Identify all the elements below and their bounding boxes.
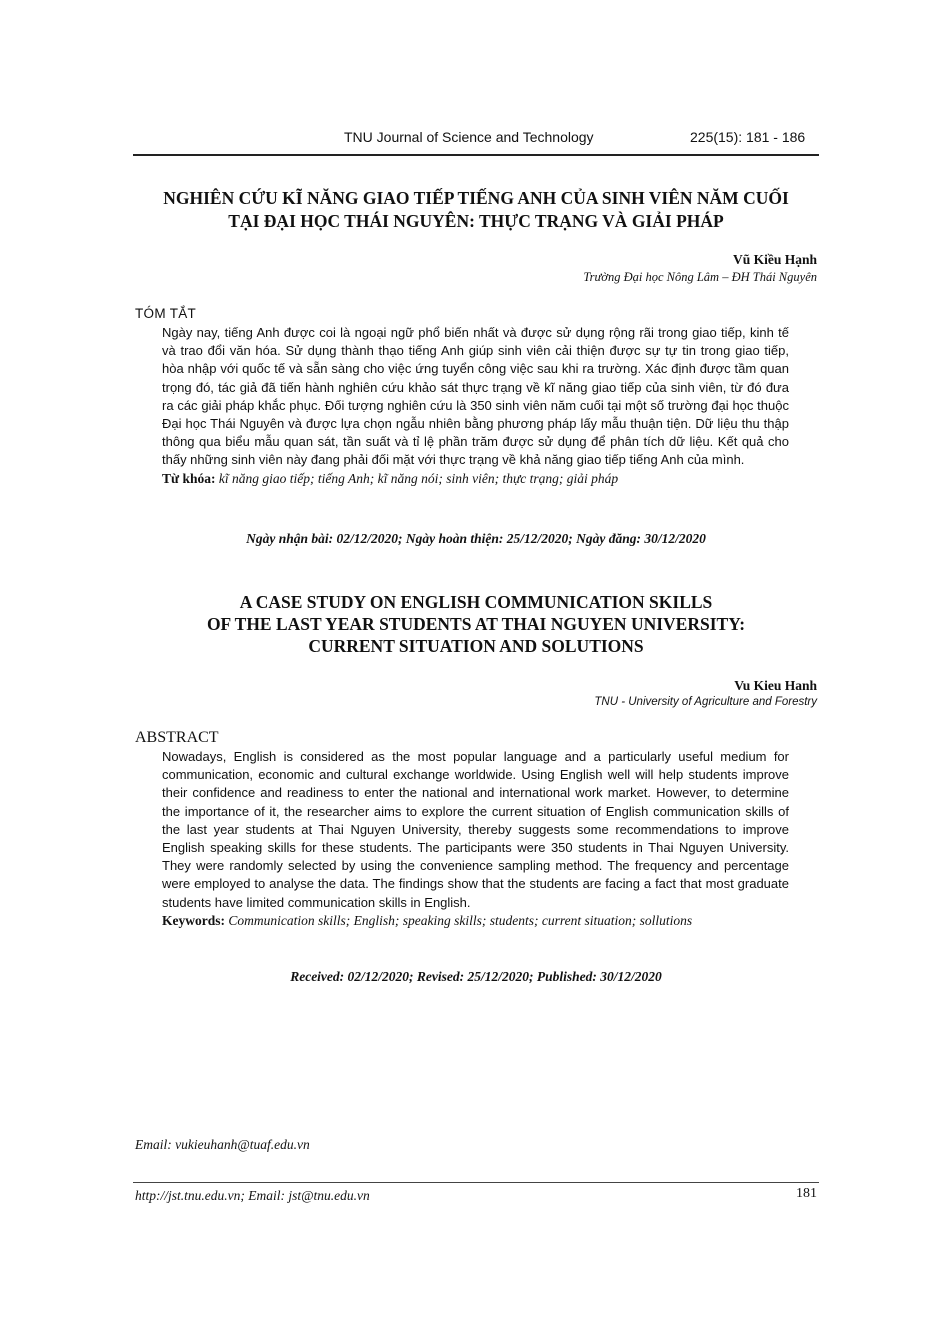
abstract-text-en: Nowadays, English is considered as the most popular language and a particularly useful medium for communication, economic and cultural exchange worldwide. Using English well will help students improve their confidence and readiness to enter the national and international work market. However, to determine the importance of it, the researcher aims to explore the current situation of English communication skills of the last year students at Thai Nguyen University, thereby suggests some recommendations to improve English speaking skills for these students. The participants were 350 students in Thai Nguyen University. They were randomly selected by using the convenience sampling method. The frequency and percentage were employed to analyse the data. The findings show that the students are facing a fact that most graduate students have limited communication skills in English. xyxy=(162,749,789,910)
abstract-heading-vi: TÓM TẮT xyxy=(135,306,197,321)
page-number: 181 xyxy=(796,1186,817,1201)
title-en-line: OF THE LAST YEAR STUDENTS AT THAI NGUYEN UNIVERSITY: xyxy=(206,614,746,634)
journal-name: TNU Journal of Science and Technology xyxy=(344,129,594,145)
title-en-line: CURRENT SITUATION AND SOLUTIONS xyxy=(308,636,644,656)
abstract-vi xyxy=(162,324,789,488)
footer-links: http://jst.tnu.edu.vn; Email: jst@tnu.edu.vn xyxy=(135,1188,370,1203)
keywords-label-vi: Từ khóa: xyxy=(162,470,216,486)
abstract-en xyxy=(162,748,789,930)
author-email: Email: vukieuhanh@tuaf.edu.vn xyxy=(135,1137,310,1152)
title-vi-line: NGHIÊN CỨU KĨ NĂNG GIAO TIẾP TIẾNG ANH CỦA SINH VIÊN NĂM CUỐI xyxy=(163,188,789,208)
author-vi: Vũ Kiều Hạnh xyxy=(732,252,817,267)
title-english xyxy=(133,591,819,657)
title-vi-line: TẠI ĐẠI HỌC THÁI NGUYÊN: THỰC TRẠNG VÀ GIẢI PHÁP xyxy=(228,211,724,231)
keywords-vi xyxy=(162,470,789,488)
header-rule xyxy=(133,154,819,156)
dates-vi: Ngày nhận bài: 02/12/2020; Ngày hoàn thiện: 25/12/2020; Ngày đăng: 30/12/2020 xyxy=(246,531,706,546)
dates-en: Received: 02/12/2020; Revised: 25/12/2020; Published: 30/12/2020 xyxy=(290,969,662,984)
keywords-en xyxy=(162,912,789,930)
title-en-line: A CASE STUDY ON ENGLISH COMMUNICATION SKILLS xyxy=(239,592,713,612)
author-en: Vu Kieu Hanh xyxy=(734,678,817,693)
keywords-list-vi: kĩ năng giao tiếp; tiếng Anh; kĩ năng nói; sinh viên; thực trạng; giải pháp xyxy=(218,470,619,486)
affiliation-en: TNU - University of Agriculture and Forestry xyxy=(594,696,817,708)
title-vietnamese xyxy=(133,187,819,233)
abstract-text-vi: Ngày nay, tiếng Anh được coi là ngoại ngữ phổ biến nhất và được sử dụng rộng rãi trong giao tiếp, kinh tế và trao đổi văn hóa. Sử dụng thành thạo tiếng Anh giúp sinh viên cải thiện được sự tự tin trong giao tiếp, hòa nhập với quốc tế và sẵn sàng cho việc ứng tuyển công việc sau khi ra trường. Xác định được tầm quan trọng đó, tác giả đã tiến hành nghiên cứu khảo sát thực trạng về kĩ năng giao tiếp của sinh viên, từ đó đưa ra các giải pháp khắc phục. Đối tượng nghiên cứu là 350 sinh viên năm cuối tại một số trường đại học thuộc Đại học Thái Nguyên và được lựa chọn ngẫu nhiên bằng phương pháp lấy mẫu thuận tiện. Dữ liệu thu thập thông qua biểu mẫu quan sát, tần suất và tỉ lệ phần trăm được sử dụng để phân tích dữ liệu. Kết quả cho thấy những sinh viên này đang phải đối mặt với thực trạng về khả năng giao tiếp tiếng Anh của mình. xyxy=(162,325,789,468)
volume-pages: 225(15): 181 - 186 xyxy=(690,129,806,145)
keywords-label-en: Keywords: xyxy=(162,912,225,928)
footer-rule xyxy=(133,1182,819,1183)
keywords-list-en: Communication skills; English; speaking skills; students; current situation; sollutions xyxy=(228,912,693,928)
abstract-heading-en: ABSTRACT xyxy=(135,729,219,746)
affiliation-vi: Trường Đại học Nông Lâm – ĐH Thái Nguyên xyxy=(583,270,817,284)
